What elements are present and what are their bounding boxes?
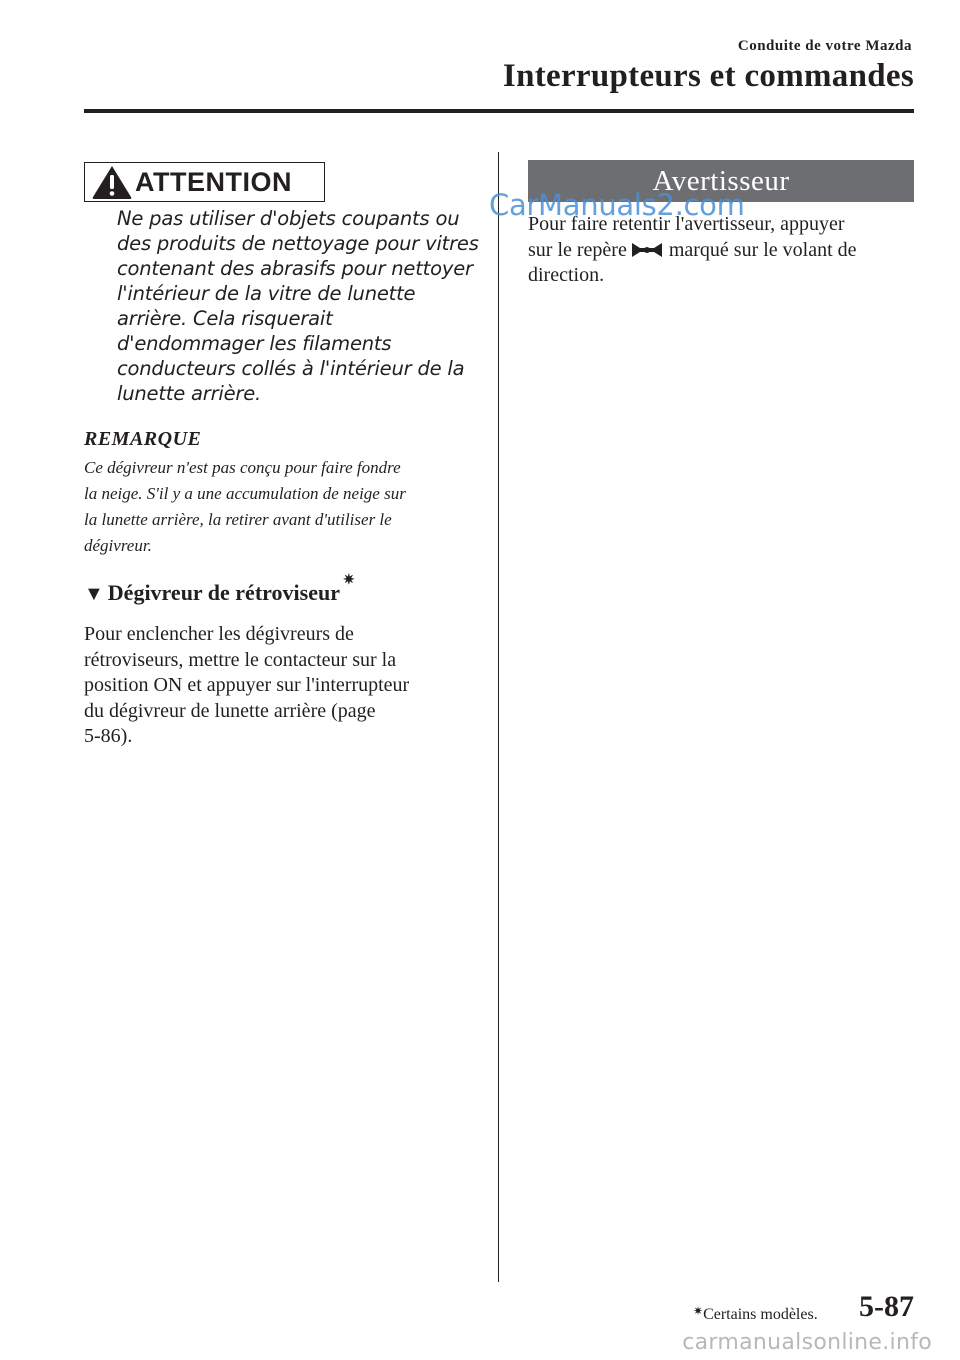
remark-line: la neige. S'il y a une accumulation de neige sur	[84, 484, 406, 503]
remark-heading: REMARQUE	[84, 428, 202, 450]
attention-line: lunette arrière.	[117, 382, 262, 405]
body-line: position ON et appuyer sur l'interrupteur	[84, 674, 410, 696]
body-line: 5-86).	[84, 725, 133, 747]
attention-line: d'endommager les filaments	[117, 332, 392, 355]
triangle-marker-icon: ▼	[84, 583, 104, 605]
attention-label: ATTENTION	[135, 166, 292, 197]
header-rule	[84, 109, 914, 113]
footer-note	[693, 1306, 818, 1324]
footer-note-text: Certains modèles.	[703, 1306, 818, 1323]
horn-text	[528, 212, 918, 289]
horn-icon	[631, 242, 663, 258]
body-line: rétroviseurs, mettre le contacteur sur la	[84, 648, 397, 671]
body-line	[528, 238, 918, 264]
horn-text-after: marqué sur le volant de	[668, 238, 857, 261]
mirror-defroster-text	[84, 622, 484, 750]
optional-star-icon: ✷	[342, 573, 355, 588]
attention-line: conducteurs collés à l'intérieur de la	[117, 357, 465, 380]
attention-text	[117, 206, 477, 406]
mirror-defroster-heading	[84, 573, 355, 606]
footer-watermark: carmanualsonline.info	[682, 1330, 932, 1355]
attention-box	[84, 162, 325, 202]
attention-line: Ne pas utiliser d'objets coupants ou	[117, 207, 460, 230]
body-line: direction.	[528, 264, 605, 286]
attention-line: arrière. Cela risquerait	[117, 307, 333, 330]
attention-line: l'intérieur de la vitre de lunette	[117, 282, 416, 305]
optional-star-icon: ✷	[693, 1304, 704, 1318]
body-line: du dégivreur de lunette arrière (page	[84, 699, 376, 722]
page-title: Interrupteurs et commandes	[502, 58, 914, 94]
body-line: Pour faire retentir l'avertisseur, appuyer	[528, 213, 845, 235]
attention-line: des produits de nettoyage pour vitres	[117, 232, 479, 255]
attention-line: contenant des abrasifs pour nettoyer	[117, 257, 473, 280]
remark-line: dégivreur.	[84, 536, 152, 555]
watermark: CarManuals2.com	[489, 188, 745, 222]
header-section: Conduite de votre Mazda	[737, 38, 912, 54]
remark-line: la lunette arrière, la retirer avant d'utiliser le	[84, 510, 392, 529]
remark-text	[84, 455, 484, 559]
body-line: Pour enclencher les dégivreurs de	[84, 623, 354, 645]
horn-section-banner: Avertisseur	[528, 160, 914, 202]
horn-text-before: sur le repère	[528, 238, 627, 261]
warning-triangle-icon	[91, 164, 133, 200]
remark-line: Ce dégivreur n'est pas conçu pour faire fondre	[84, 458, 401, 477]
column-divider	[498, 152, 499, 1282]
mirror-defroster-title: Dégivreur de rétroviseur	[107, 580, 340, 605]
page-number: 5-87	[859, 1290, 914, 1323]
